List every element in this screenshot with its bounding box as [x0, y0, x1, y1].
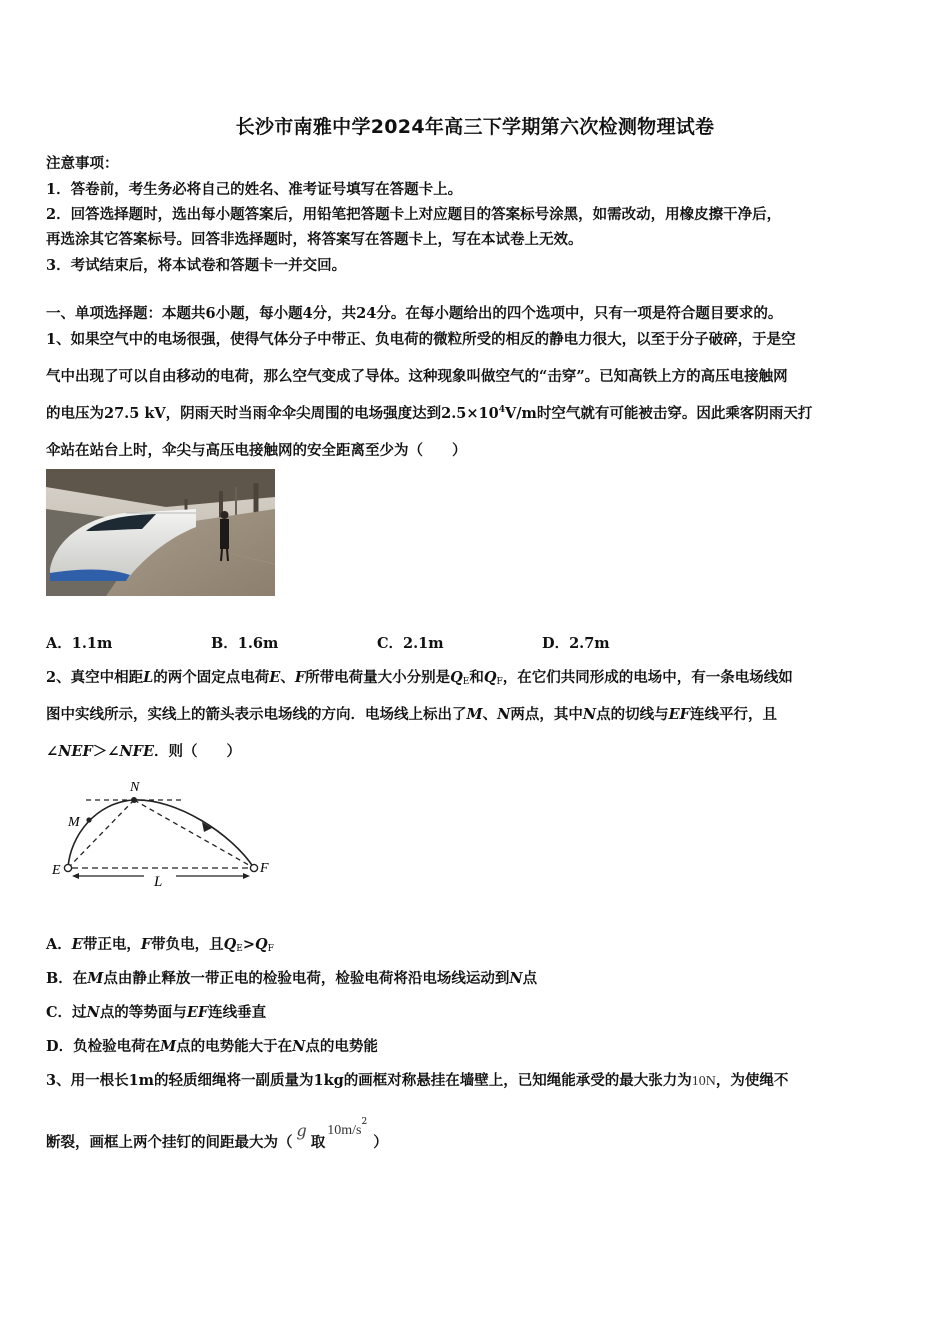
- q2-var-L: L: [143, 669, 154, 686]
- line-nf: [134, 800, 254, 868]
- q2-text: 和: [469, 669, 484, 686]
- q2-charge-qe-sub: E: [462, 677, 470, 687]
- q2-option-b[interactable]: [46, 967, 537, 988]
- q2-text: 、: [482, 706, 498, 723]
- option-var-m: M: [87, 970, 104, 987]
- q1-exponent: 4: [498, 405, 505, 416]
- q2-text: ，在它们共同形成的电场中，有一条电场线如: [502, 669, 793, 686]
- q1-option-b[interactable]: B．1.6m: [211, 635, 279, 652]
- q2-text: 、: [280, 669, 295, 686]
- point-f: [250, 864, 257, 871]
- notice-item-3: 3．考试结束后，将本试卷和答题卡一并交回。: [46, 257, 347, 274]
- q2-text: ∠: [46, 743, 59, 760]
- q2-var-E: E: [269, 669, 281, 686]
- q2-text: ．则（ ）: [154, 743, 242, 760]
- q2-line-2: [46, 703, 777, 724]
- option-var-f: F: [140, 936, 152, 953]
- option-var-n: N: [86, 1004, 100, 1021]
- field-line-figure: [46, 776, 278, 894]
- option-text: >: [242, 936, 255, 953]
- point-n: [131, 797, 137, 803]
- q3-g-value: 10m/s: [327, 1123, 362, 1138]
- option-text: 点: [522, 970, 538, 987]
- option-var-ef: EF: [186, 1004, 209, 1021]
- notice-item-2-cont: 再选涂其它答案标号。回答非选择题时，将答案写在答题卡上，写在本试卷上无效。: [46, 231, 583, 248]
- label-m: M: [68, 815, 80, 830]
- label-l: L: [154, 874, 163, 890]
- option-text: C．过: [46, 1004, 87, 1021]
- point-m: [86, 817, 91, 822]
- q1-line-4: 伞站在站台上时，伞尖与高压电接触网的安全距离至少为（ ）: [46, 442, 467, 459]
- option-sub: E: [236, 944, 243, 954]
- option-text: 带正电，: [82, 936, 141, 953]
- q2-var-M: M: [466, 706, 483, 723]
- q3-text: 取: [310, 1134, 326, 1151]
- option-var-n: N: [292, 1038, 306, 1055]
- notice-item-2: 2．回答选择题时，选出每小题答案后，用铅笔把答题卡上对应题目的答案标号涂黑，如需改动，用橡皮擦干净后，: [46, 206, 782, 223]
- notice-heading: 注意事项：: [46, 155, 119, 172]
- q1-line-1: 1、如果空气中的电场很强，使得气体分子中带正、负电荷的微粒所受的相反的静电力很大，以至于分子破碎，于是空: [46, 331, 796, 348]
- q2-var-N: N: [582, 706, 597, 723]
- field-line-curve: [68, 800, 254, 868]
- q2-text: 2、真空中相距: [46, 669, 144, 686]
- option-text: 点由静止释放一带正电的检验电荷，检验电荷将沿电场线运动到: [103, 970, 510, 987]
- q2-text: 图中实线所示，实线上的箭头表示电场线的方向．电场线上标出了: [46, 706, 467, 723]
- dimension-arrow-left: [72, 873, 79, 879]
- q3-text: ）: [373, 1134, 388, 1151]
- option-var-n: N: [509, 970, 523, 987]
- q1-line-3: [46, 402, 812, 423]
- option-text: 点的等势面与: [99, 1004, 187, 1021]
- q1-line-3-pre: 的电压为27.5 kV，阴雨天时当雨伞伞尖周围的电场强度达到2.5×10: [46, 405, 499, 422]
- q3-text: ，为使绳不: [715, 1072, 789, 1089]
- option-var-m: M: [160, 1038, 177, 1055]
- option-text: 点的电势能大于在: [176, 1038, 293, 1055]
- q3-g-exponent: 2: [361, 1117, 368, 1128]
- option-sub: F: [267, 944, 274, 954]
- q2-charge-qe: Q: [450, 669, 463, 686]
- q3-line-2: [46, 1117, 388, 1154]
- label-e: E: [52, 863, 61, 878]
- q2-text: 点的切线与: [596, 706, 669, 723]
- q2-text: 两点，其中: [510, 706, 583, 723]
- q2-option-a[interactable]: [46, 933, 274, 954]
- section-heading: 一、单项选择题：本题共6小题，每小题4分，共24分。在每小题给出的四个选项中，只有一项是符合题目要求的。: [46, 305, 783, 322]
- q2-option-c[interactable]: [46, 1001, 266, 1022]
- q3-var-g: g: [296, 1121, 307, 1140]
- train-photo: [46, 469, 275, 596]
- notice-item-1: 1．答卷前，考生务必将自己的姓名、准考证号填写在答题卡上。: [46, 181, 463, 198]
- q2-angle-nfe: NFE: [119, 743, 155, 760]
- option-text: 连线垂直: [208, 1004, 267, 1021]
- q3-tension-value: 10N: [691, 1074, 716, 1089]
- option-var-q: Q: [223, 936, 237, 953]
- q3-text: 3、用一根长1m的轻质细绳将一副质量为1kg的画框对称悬挂在墙壁上，已知绳能承受的最大张力为: [46, 1072, 692, 1089]
- page-title: 长沙市南雅中学2024年高三下学期第六次检测物理试卷: [235, 116, 715, 138]
- q2-text: 所带电荷量大小分别是: [305, 669, 451, 686]
- q2-line-1: [46, 666, 793, 687]
- q2-line-3: [46, 740, 241, 761]
- option-var-e: E: [71, 936, 83, 953]
- q1-option-c[interactable]: C．2.1m: [377, 635, 444, 652]
- q1-option-a[interactable]: A．1.1m: [46, 635, 113, 652]
- option-text: D．负检验电荷在: [46, 1038, 161, 1055]
- q2-charge-qf: Q: [483, 669, 497, 686]
- q3-text: 断裂，画框上两个挂钉的间距最大为（: [46, 1134, 293, 1151]
- q2-charge-qf-sub: F: [496, 677, 503, 687]
- q2-text: 的两个固定点电荷: [153, 669, 270, 686]
- label-n: N: [130, 780, 140, 795]
- train-station-image: [46, 469, 275, 596]
- option-text: 点的电势能: [305, 1038, 378, 1055]
- dimension-arrow-right: [243, 873, 250, 879]
- q2-var-F: F: [294, 669, 306, 686]
- q2-var-EF: EF: [668, 706, 690, 723]
- point-e: [64, 864, 71, 871]
- q3-line-1: [46, 1069, 788, 1090]
- q1-line-3-post: V/m时空气就有可能被击穿。因此乘客阴雨天打: [504, 405, 813, 422]
- q1-option-d[interactable]: D．2.7m: [542, 635, 610, 652]
- q2-option-d[interactable]: [46, 1035, 378, 1056]
- q1-line-2: 气中出现了可以自由移动的电荷，那么空气变成了导体。这种现象叫做空气的“击穿”。已知高铁上方的高压电接触网: [46, 368, 788, 385]
- label-f: F: [260, 861, 269, 876]
- q2-angle-nef: NEF: [58, 743, 93, 760]
- field-line-diagram: [46, 776, 278, 894]
- option-text: B．在: [46, 970, 88, 987]
- option-text: 带负电，且: [151, 936, 224, 953]
- q2-text: 连线平行，且: [689, 706, 777, 723]
- q2-text: ＞∠: [92, 743, 120, 760]
- option-var-q: Q: [255, 936, 268, 953]
- option-text: A．: [46, 936, 72, 953]
- q2-var-N: N: [497, 706, 511, 723]
